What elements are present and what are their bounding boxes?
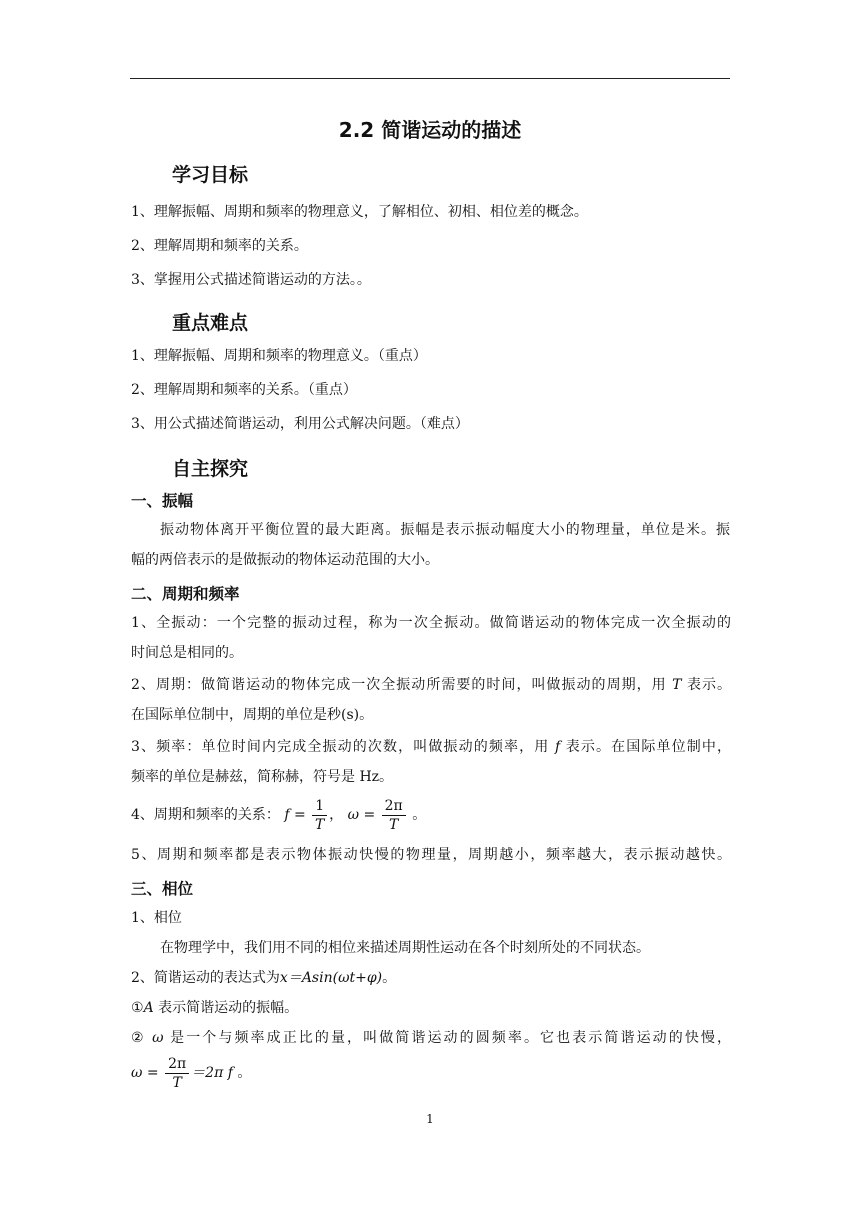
page-number: 1	[426, 1112, 434, 1126]
period-item-2-line: 在国际单位制中，周期的单位是秒(s)。	[131, 707, 374, 723]
keypoint-item: 2、理解周期和频率的关系。（重点）	[131, 382, 357, 398]
fraction-2pi-over-T: $\frac{2\pi}{T}$	[165, 1055, 189, 1092]
period-item-3-line: 3、频率：单位时间内完成全振动的次数，叫做振动的频率，用 f 表示。在国际单位制中，	[131, 739, 731, 755]
fraction-1-over-T: $\frac{1}{T}$	[312, 797, 327, 834]
period-item-2-line: 2、周期：做简谐运动的物体完成一次全振动所需要的时间，叫做振动的周期，用 T 表示。	[131, 677, 731, 693]
amplitude-paragraph-line: 幅的两倍表示的是做振动的物体运动范围的大小。	[131, 552, 439, 568]
fraction-2pi-over-T: $\frac{2\pi}{T}$	[382, 797, 406, 834]
keypoints-heading: 重点难点	[172, 312, 249, 334]
period-item-3-line: 频率的单位是赫兹，简称赫，符号是 Hz。	[131, 769, 394, 785]
var-f: f	[554, 739, 561, 755]
amplitude-paragraph-line: 振动物体离开平衡位置的最大距离。振幅是表示振动幅度大小的物理量，单位是米。振	[160, 522, 730, 538]
section-amplitude-heading: 一、振幅	[131, 492, 194, 510]
section-period-heading: 二、周期和频率	[131, 585, 240, 603]
period-item-5: 5、周期和频率都是表示物体振动快慢的物理量，周期越小，频率越大，表示振动越快。	[131, 847, 731, 863]
var-T: T	[672, 677, 682, 693]
keypoint-item: 3、用公式描述简谐运动，利用公式解决问题。（难点）	[131, 416, 469, 432]
goals-heading: 学习目标	[172, 164, 249, 186]
explore-heading: 自主探究	[172, 458, 249, 480]
shm-formula: x＝Asin(ωt+φ)	[279, 970, 383, 986]
angular-frequency-formula: ω = $\frac{2\pi}{T}$ ＝2π f 。	[131, 1055, 252, 1091]
phase-note-omega: ② ω 是一个与频率成正比的量，叫做简谐运动的圆频率。它也表示简谐运动的快慢，	[131, 1030, 731, 1046]
keypoint-item: 1、理解振幅、周期和频率的物理意义。（重点）	[131, 348, 427, 364]
goal-item: 1、理解振幅、周期和频率的物理意义，了解相位、初相、相位差的概念。	[131, 204, 588, 220]
phase-item-2: 2、简谐运动的表达式为x＝Asin(ωt+φ)。	[131, 970, 397, 986]
period-frequency-relation: 4、周期和频率的关系： f = $\frac{1}{T}$ ， ω = $\frac{2\pi}{T}$ 。	[131, 797, 427, 833]
phase-item-1: 1、相位	[131, 910, 182, 926]
header-rule	[130, 78, 730, 79]
period-item-1-line: 1、全振动：一个完整的振动过程，称为一次全振动。做简谐运动的物体完成一次全振动的	[131, 615, 731, 631]
goal-item: 3、掌握用公式描述简谐运动的方法。。	[131, 272, 371, 288]
phase-note-amplitude: ①A 表示简谐运动的振幅。	[131, 1000, 299, 1016]
section-phase-heading: 三、相位	[131, 880, 194, 898]
phase-paragraph: 在物理学中，我们用不同的相位来描述周期性运动在各个时刻所处的不同状态。	[160, 940, 650, 956]
page-title: 2.2 简谐运动的描述	[338, 118, 522, 142]
goal-item: 2、理解周期和频率的关系。	[131, 238, 308, 254]
period-item-1-line: 时间总是相同的。	[131, 645, 243, 661]
